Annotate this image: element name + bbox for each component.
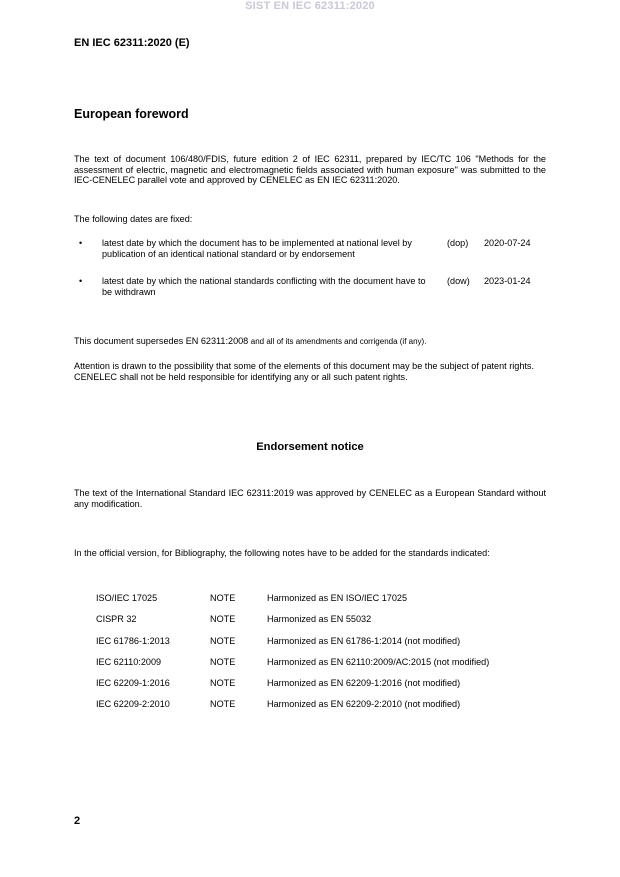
document-id: EN IEC 62311:2020 (E) xyxy=(74,37,190,49)
foreword-paragraph-1: The text of document 106/480/FDIS, future edition 2 of IEC 62311, prepared by IEC/TC 106 "Methods for the assessment of electric, magnetic and electromagnetic fields associated with human exposure" was submitted to the IEC-CENELEC parallel vote and approved by CENELEC as EN IEC 62311:2020. xyxy=(74,154,546,186)
date-description: latest date by which the document has to be implemented at national level by publication of an identical national standard or by endorsement xyxy=(102,238,412,259)
endorsement-title: Endorsement notice xyxy=(256,441,364,453)
supersedes-paragraph xyxy=(74,336,546,348)
foreword-title: European foreword xyxy=(74,107,189,121)
standard-cell: IEC 61786-1:2013 xyxy=(96,635,170,646)
endorsement-paragraph-2: In the official version, for Bibliography, the following notes have to be added for the standards indicated: xyxy=(74,548,490,558)
supersedes-main-text: This document supersedes EN 62311:2008 xyxy=(74,336,249,346)
page-number: 2 xyxy=(74,815,81,827)
harmonized-cell: Harmonized as EN 62209-2:2010 (not modified) xyxy=(267,699,461,710)
supersedes-small-text: and all of its amendments and corrigenda (if any). xyxy=(250,337,427,346)
standard-cell: IEC 62110:2009 xyxy=(96,656,162,667)
table-row xyxy=(96,678,556,699)
date-description: latest date by which the national standards conflicting with the document have to be withdrawn xyxy=(102,276,426,297)
date-code: (dow) xyxy=(447,276,470,286)
note-cell: NOTE xyxy=(210,614,236,625)
harmonized-cell: Harmonized as EN 62110:2009/AC:2015 (not modified) xyxy=(267,656,490,667)
note-cell: NOTE xyxy=(210,678,236,689)
table-row xyxy=(96,614,556,635)
harmonized-cell: Harmonized as EN 61786-1:2014 (not modified) xyxy=(267,635,461,646)
table-row xyxy=(96,699,556,720)
standard-cell: CISPR 32 xyxy=(96,614,137,625)
harmonized-cell: Harmonized as EN 55032 xyxy=(267,614,372,625)
standard-cell: IEC 62209-1:2016 xyxy=(96,678,170,689)
date-value: 2023-01-24 xyxy=(484,276,531,286)
note-cell: NOTE xyxy=(210,593,236,603)
watermark: SIST EN IEC 62311:2020 xyxy=(245,0,375,12)
date-value: 2020-07-24 xyxy=(484,238,531,248)
foreword-paragraph-2: The following dates are fixed: xyxy=(74,214,193,224)
note-cell: NOTE xyxy=(210,656,236,667)
table-row xyxy=(96,657,556,678)
note-cell: NOTE xyxy=(210,635,236,646)
standard-cell: ISO/IEC 17025 xyxy=(96,593,158,603)
bibliography-notes-table xyxy=(96,593,556,721)
endorsement-paragraph-1: The text of the International Standard IEC 62311:2019 was approved by CENELEC as a European Standard without any modification. xyxy=(74,488,546,509)
standard-cell: IEC 62209-2:2010 xyxy=(96,699,170,710)
bullet-icon: • xyxy=(79,238,83,248)
date-code: (dop) xyxy=(447,238,469,248)
harmonized-cell: Harmonized as EN ISO/IEC 17025 xyxy=(267,593,408,603)
table-row xyxy=(96,593,556,614)
harmonized-cell: Harmonized as EN 62209-1:2016 (not modified) xyxy=(267,678,461,689)
table-row xyxy=(96,636,556,657)
note-cell: NOTE xyxy=(210,699,236,710)
bullet-icon: • xyxy=(79,276,83,286)
patent-paragraph: Attention is drawn to the possibility that some of the elements of this document may be the subject of patent rights. CENELEC shall not be held responsible for identifying any or all such patent rights. xyxy=(74,361,534,382)
